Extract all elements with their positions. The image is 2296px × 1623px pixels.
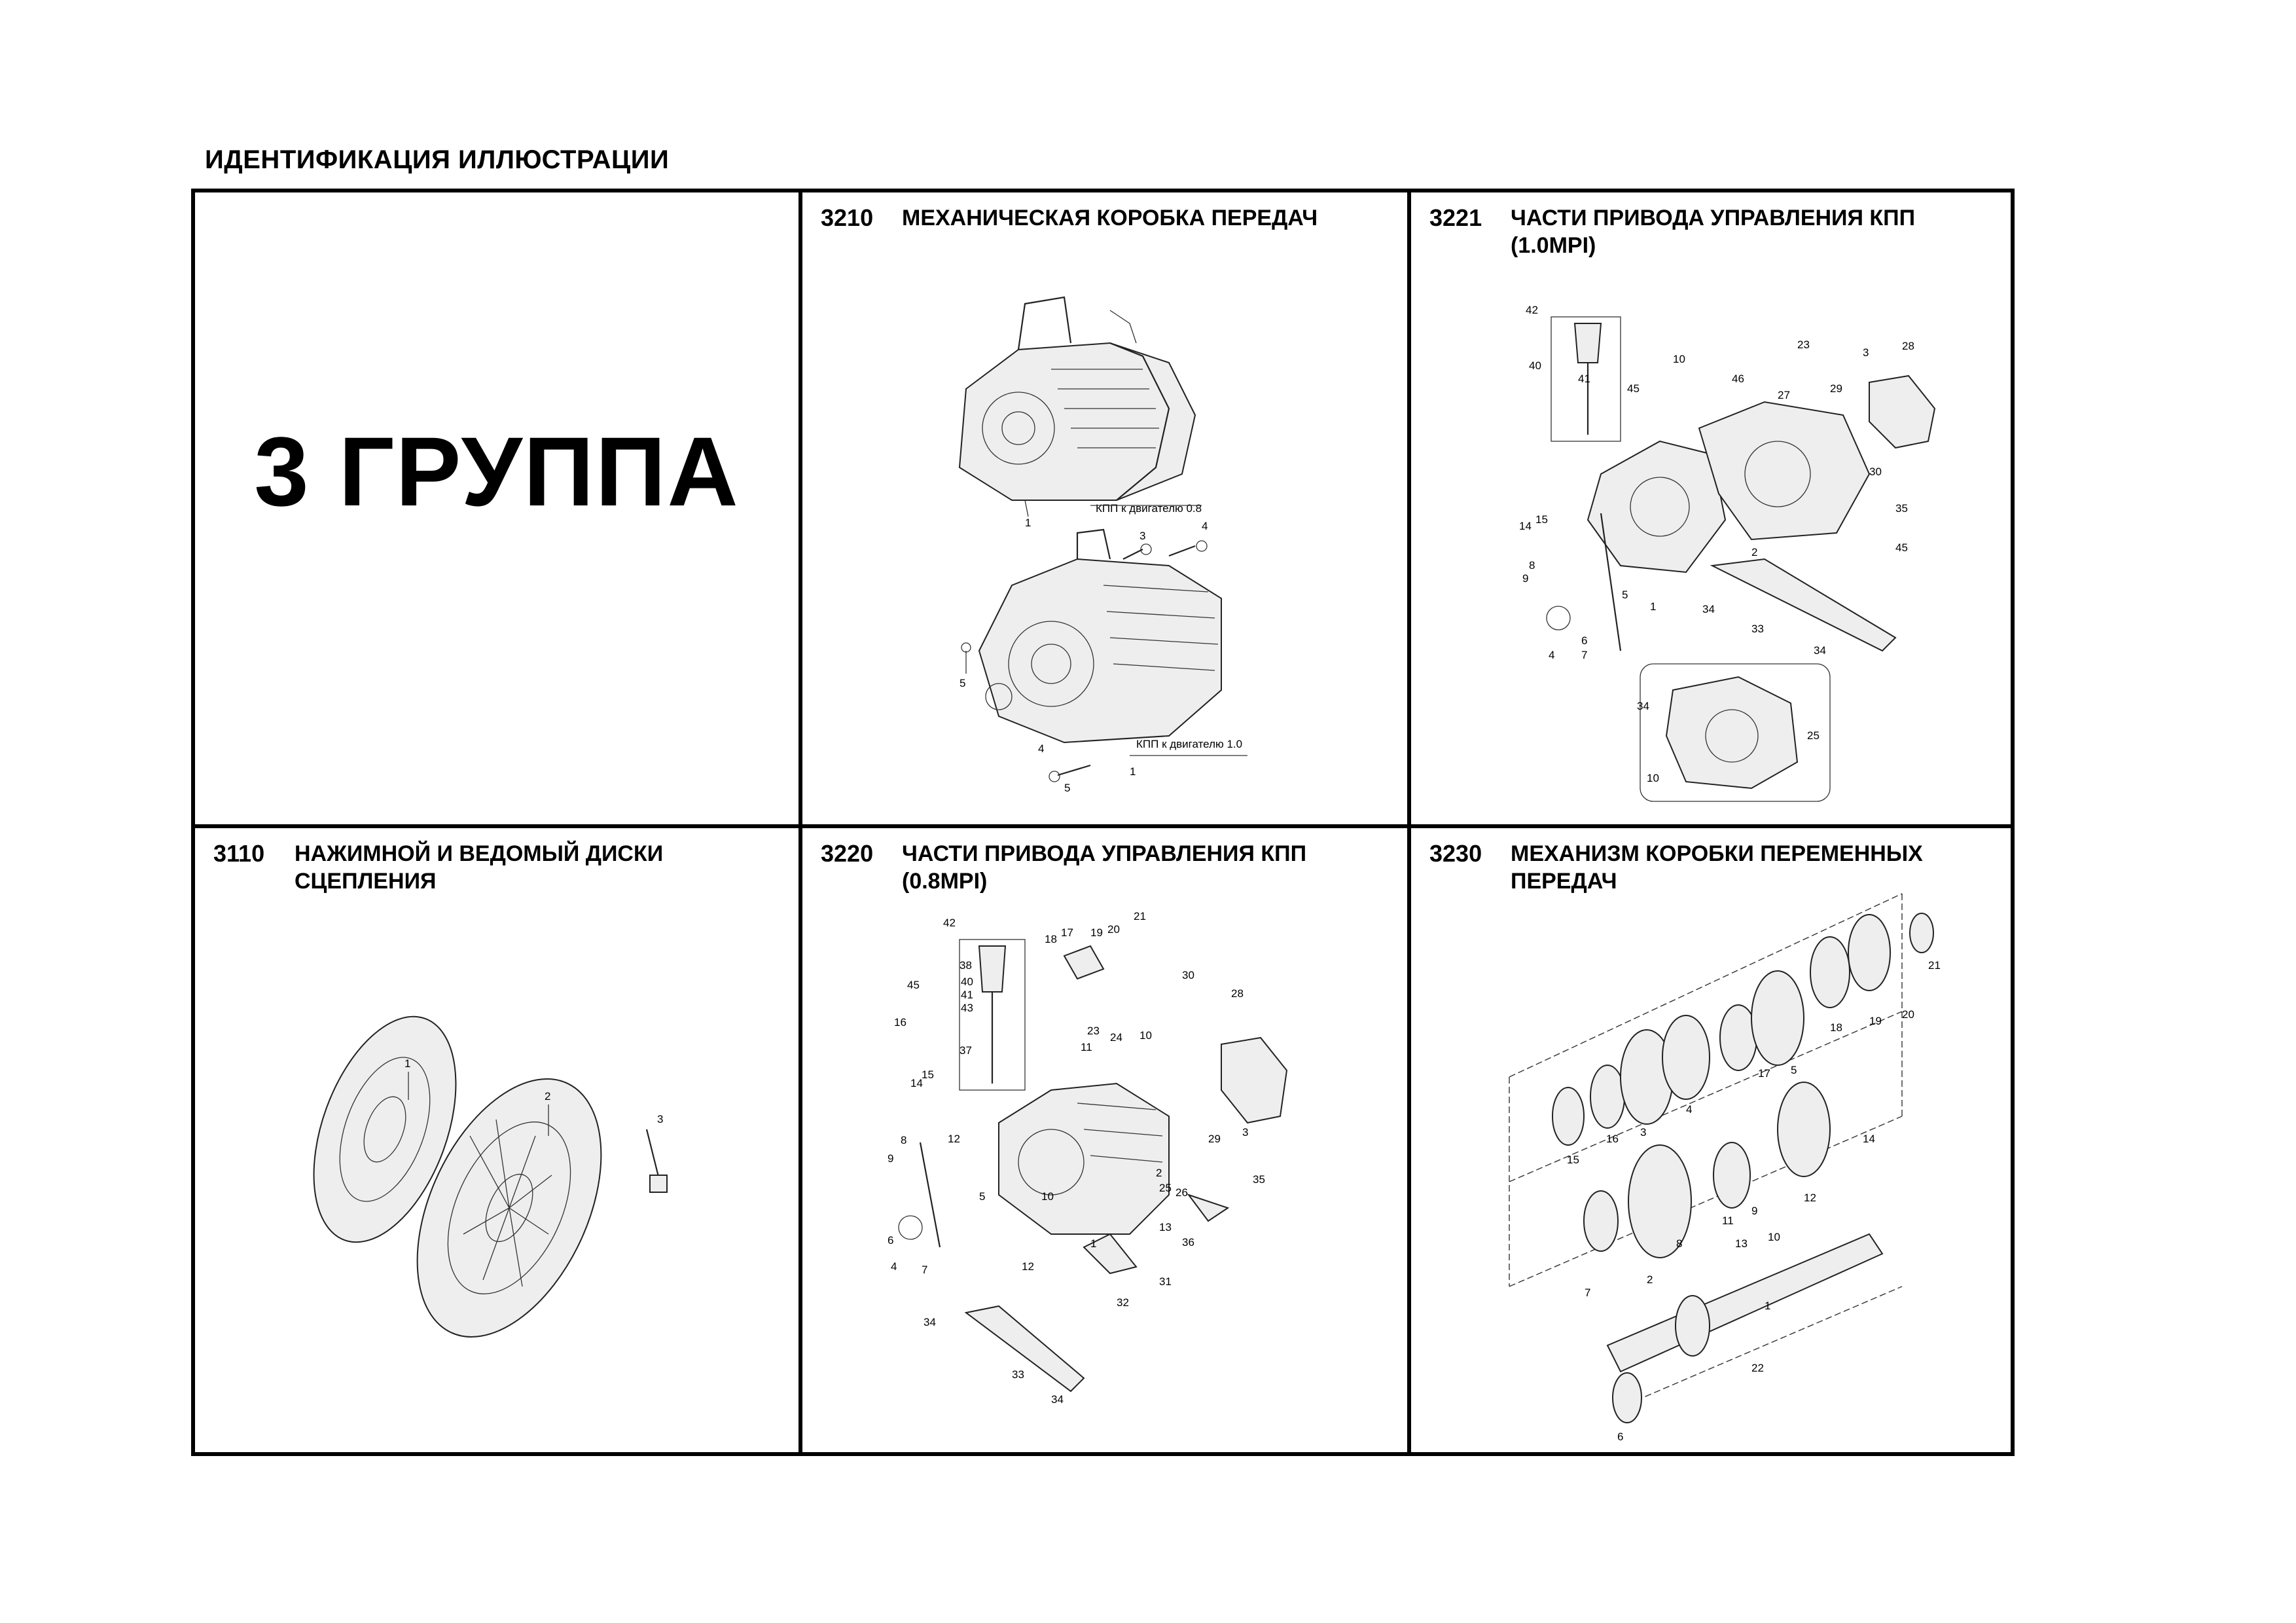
callout: 1 bbox=[1650, 600, 1657, 613]
callout: 30 bbox=[1869, 465, 1882, 478]
callout: 15 bbox=[1535, 513, 1548, 526]
callout: 28 bbox=[1902, 340, 1914, 352]
callout: 2 bbox=[1751, 546, 1758, 558]
callout: 2 bbox=[545, 1090, 551, 1103]
section-code: 3210 bbox=[821, 204, 874, 231]
callout: 3 bbox=[1863, 346, 1869, 359]
callout: 40 bbox=[1529, 359, 1541, 372]
callout: 45 bbox=[907, 979, 920, 991]
callout: 15 bbox=[922, 1068, 934, 1081]
callout: 38 bbox=[960, 959, 972, 972]
callout: 25 bbox=[1807, 729, 1820, 742]
callout: 7 bbox=[1581, 649, 1588, 661]
cell-group-title bbox=[195, 192, 798, 824]
shift-control-1-0-illustration bbox=[1411, 192, 2015, 824]
callout: 16 bbox=[1606, 1133, 1619, 1145]
cell-3110[interactable] bbox=[195, 828, 798, 1456]
callout: 12 bbox=[1804, 1192, 1816, 1204]
callout: 4 bbox=[891, 1260, 897, 1273]
section-code: 3220 bbox=[821, 840, 874, 867]
callout: 10 bbox=[1139, 1029, 1152, 1042]
callout: 13 bbox=[1735, 1237, 1748, 1250]
callout: 33 bbox=[1012, 1368, 1024, 1381]
callout: 6 bbox=[1581, 634, 1588, 647]
callout: 24 bbox=[1110, 1031, 1122, 1044]
callout: 5 bbox=[1791, 1064, 1797, 1076]
callout: 3 bbox=[1139, 530, 1146, 542]
callout: 5 bbox=[960, 677, 966, 689]
callout: 10 bbox=[1041, 1190, 1054, 1203]
callout: 1 bbox=[404, 1057, 411, 1070]
callout: 7 bbox=[922, 1264, 928, 1276]
callout: 11 bbox=[1722, 1214, 1734, 1227]
callout: 9 bbox=[1751, 1205, 1758, 1217]
callout: 9 bbox=[888, 1152, 894, 1165]
callout: 23 bbox=[1797, 338, 1810, 351]
callout: 1 bbox=[1090, 1237, 1097, 1250]
callout: 42 bbox=[943, 917, 956, 929]
callout: 4 bbox=[1686, 1103, 1693, 1116]
callout: 2 bbox=[1647, 1273, 1653, 1286]
callout: 18 bbox=[1830, 1021, 1842, 1034]
page-title: ИДЕНТИФИКАЦИЯ ИЛЛЮСТРАЦИИ bbox=[205, 145, 670, 174]
callout: 8 bbox=[901, 1134, 907, 1146]
group-heading: 3 ГРУППА bbox=[254, 416, 740, 526]
callout: 30 bbox=[1182, 969, 1194, 981]
callout: 40 bbox=[961, 976, 973, 988]
callout: 35 bbox=[1253, 1173, 1265, 1186]
callout: 9 bbox=[1522, 572, 1529, 585]
illustration-index-grid bbox=[191, 189, 2015, 1456]
callout: 37 bbox=[960, 1044, 972, 1057]
callout: 31 bbox=[1159, 1275, 1172, 1288]
callout: 6 bbox=[888, 1234, 894, 1247]
section-code: 3110 bbox=[213, 840, 265, 867]
callout: 1 bbox=[1025, 517, 1031, 529]
callout: 29 bbox=[1208, 1133, 1221, 1145]
callout: 45 bbox=[1895, 541, 1908, 554]
callout: 8 bbox=[1676, 1237, 1683, 1250]
callout: 15 bbox=[1567, 1154, 1579, 1166]
callout: 25 bbox=[1159, 1182, 1172, 1194]
callout: 28 bbox=[1231, 987, 1244, 1000]
callout: 17 bbox=[1758, 1067, 1770, 1080]
callout: 41 bbox=[961, 989, 973, 1001]
gearbox-label-1-0: КПП к двигателю 1.0 bbox=[1136, 738, 1243, 750]
callout: 36 bbox=[1182, 1236, 1194, 1249]
gearbox-mechanism-illustration bbox=[1411, 828, 2015, 1456]
callout: 14 bbox=[1519, 520, 1532, 532]
section-caption: ЧАСТИ ПРИВОДА УПРАВЛЕНИЯ КПП (0.8MPI) bbox=[902, 841, 1307, 894]
callout: 20 bbox=[1107, 923, 1120, 936]
callout: 10 bbox=[1647, 772, 1659, 784]
callout: 45 bbox=[1627, 382, 1640, 395]
gearbox-lower-drawing bbox=[979, 530, 1221, 742]
callout: 34 bbox=[924, 1316, 936, 1328]
callout: 16 bbox=[894, 1016, 906, 1029]
callout: 35 bbox=[1895, 502, 1908, 515]
callout: 2 bbox=[1156, 1167, 1162, 1179]
callout: 21 bbox=[1134, 910, 1146, 922]
callout: 13 bbox=[1159, 1221, 1172, 1233]
callout: 7 bbox=[1585, 1286, 1591, 1299]
gearbox-label-0-8: КПП к двигателю 0.8 bbox=[1096, 502, 1202, 515]
callout: 34 bbox=[1051, 1393, 1064, 1406]
callout: 12 bbox=[948, 1133, 960, 1145]
callout: 3 bbox=[1242, 1126, 1249, 1139]
section-code: 3230 bbox=[1429, 840, 1482, 867]
section-caption: МЕХАНИЧЕСКАЯ КОРОБКА ПЕРЕДАЧ bbox=[902, 206, 1318, 230]
callout: 8 bbox=[1529, 559, 1535, 572]
callout: 27 bbox=[1778, 389, 1790, 401]
callout: 3 bbox=[657, 1113, 664, 1125]
callout: 29 bbox=[1830, 382, 1842, 395]
callout: 23 bbox=[1087, 1025, 1100, 1037]
callout: 12 bbox=[1022, 1260, 1034, 1273]
callout: 41 bbox=[1578, 373, 1590, 385]
callout: 14 bbox=[910, 1077, 923, 1089]
callout: 3 bbox=[1640, 1126, 1647, 1139]
callout: 19 bbox=[1869, 1015, 1882, 1027]
shift-control-0-8-illustration bbox=[802, 828, 1407, 1456]
gears-drawing bbox=[1552, 913, 1933, 1423]
section-caption: МЕХАНИЗМ КОРОБКИ ПЕРЕМЕННЫХ ПЕРЕДАЧ bbox=[1511, 841, 1923, 894]
gearbox-illustration bbox=[802, 192, 1407, 824]
cell-3221[interactable] bbox=[1411, 192, 2015, 824]
callout: 43 bbox=[961, 1002, 973, 1014]
callout: 1 bbox=[1765, 1300, 1771, 1312]
callout: 10 bbox=[1673, 353, 1685, 365]
callout: 42 bbox=[1526, 304, 1538, 316]
callout: 34 bbox=[1702, 603, 1715, 615]
callout: 33 bbox=[1751, 623, 1764, 635]
callout: 18 bbox=[1045, 933, 1057, 945]
callout: 32 bbox=[1117, 1296, 1129, 1309]
cell-3210[interactable] bbox=[802, 192, 1407, 824]
callout: 22 bbox=[1751, 1362, 1764, 1374]
callout: 5 bbox=[1622, 589, 1628, 601]
section-caption: ЧАСТИ ПРИВОДА УПРАВЛЕНИЯ КПП (1.0MPI) bbox=[1511, 206, 1916, 258]
callout: 4 bbox=[1202, 520, 1208, 532]
callout: 34 bbox=[1814, 644, 1826, 657]
callout: 4 bbox=[1038, 742, 1045, 755]
clutch-discs-illustration bbox=[195, 828, 798, 1456]
callout: 46 bbox=[1732, 373, 1744, 385]
callout: 10 bbox=[1768, 1231, 1780, 1243]
callout: 4 bbox=[1549, 649, 1555, 661]
callout: 34 bbox=[1637, 700, 1649, 712]
callout: 5 bbox=[1064, 782, 1071, 794]
cell-3220[interactable] bbox=[802, 828, 1407, 1456]
callout: 21 bbox=[1928, 959, 1941, 972]
cell-3230[interactable] bbox=[1411, 828, 2015, 1456]
callout: 26 bbox=[1175, 1186, 1188, 1199]
callout: 5 bbox=[979, 1190, 986, 1203]
callout: 19 bbox=[1090, 926, 1103, 939]
callout: 20 bbox=[1902, 1008, 1914, 1021]
section-code: 3221 bbox=[1429, 204, 1482, 231]
gearbox-upper-drawing bbox=[960, 297, 1195, 500]
callout: 11 bbox=[1081, 1041, 1092, 1053]
callout: 14 bbox=[1863, 1133, 1875, 1145]
callout: 17 bbox=[1061, 926, 1073, 939]
callout: 1 bbox=[1130, 765, 1136, 778]
section-caption: НАЖИМНОЙ И ВЕДОМЫЙ ДИСКИ СЦЕПЛЕНИЯ bbox=[295, 841, 664, 894]
callout: 6 bbox=[1617, 1431, 1624, 1443]
